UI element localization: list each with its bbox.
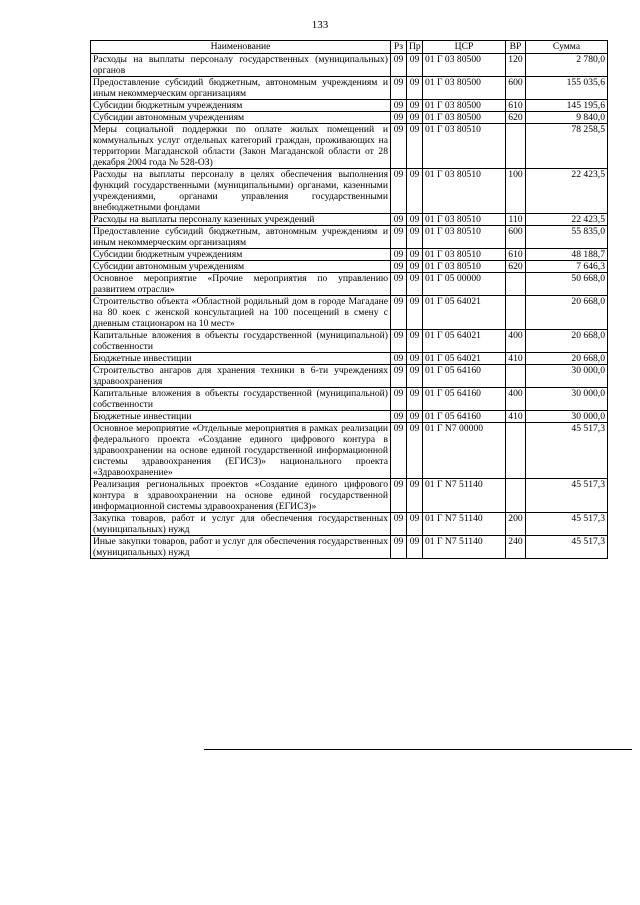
- row-csr-cell: 01 Г 03 80510: [423, 169, 506, 214]
- row-name-cell: Расходы на выплаты персоналу государственных (муниципальных) органов: [91, 54, 391, 77]
- table-row: [91, 353, 608, 365]
- row-csr-cell: 01 Г 03 80510: [423, 124, 506, 169]
- row-name-cell: Предоставление субсидий бюджетным, автономным учреждениям и иным некоммерческим организациям: [91, 77, 391, 100]
- row-vr-cell: 400: [506, 388, 526, 411]
- row-pr-cell: 09: [407, 479, 423, 513]
- row-rz-cell: 09: [391, 214, 407, 226]
- row-csr-cell: 01 Г N7 00000: [423, 423, 506, 479]
- row-pr-cell: 09: [407, 411, 423, 423]
- row-sum-cell: 45 517,3: [526, 536, 608, 559]
- row-rz-cell: 09: [391, 261, 407, 273]
- row-vr-cell: 600: [506, 77, 526, 100]
- row-pr-cell: 09: [407, 423, 423, 479]
- row-csr-cell: 01 Г 05 64160: [423, 365, 506, 388]
- row-pr-cell: 09: [407, 536, 423, 559]
- header-name: Наименование: [91, 41, 391, 54]
- table-row: [91, 100, 608, 112]
- row-name-cell: Строительство ангаров для хранения техники в 6-ти учреждениях здравоохранения: [91, 365, 391, 388]
- row-rz-cell: 09: [391, 388, 407, 411]
- row-sum-cell: 145 195,6: [526, 100, 608, 112]
- row-rz-cell: 09: [391, 112, 407, 124]
- table-row: [91, 365, 608, 388]
- row-vr-cell: 200: [506, 513, 526, 536]
- row-name-cell: Расходы на выплаты персоналу казенных учреждений: [91, 214, 391, 226]
- table-row: [91, 249, 608, 261]
- row-sum-cell: 45 517,3: [526, 423, 608, 479]
- row-sum-cell: 20 668,0: [526, 296, 608, 330]
- row-rz-cell: 09: [391, 536, 407, 559]
- row-csr-cell: 01 Г 05 64160: [423, 411, 506, 423]
- row-pr-cell: 09: [407, 112, 423, 124]
- row-vr-cell: 600: [506, 226, 526, 249]
- row-name-cell: Расходы на выплаты персоналу в целях обеспечения выполнения функций государственными (муниципальными) органами, казенными учреждениями, органами управления государственными внебюджетными фондами: [91, 169, 391, 214]
- row-sum-cell: 20 668,0: [526, 353, 608, 365]
- row-sum-cell: 45 517,3: [526, 479, 608, 513]
- row-pr-cell: 09: [407, 513, 423, 536]
- row-rz-cell: 09: [391, 100, 407, 112]
- row-csr-cell: 01 Г N7 51140: [423, 513, 506, 536]
- table-row: [91, 423, 608, 479]
- row-sum-cell: 55 835,0: [526, 226, 608, 249]
- row-vr-cell: 120: [506, 54, 526, 77]
- header-rz: Рз: [391, 41, 407, 54]
- bottom-divider: [204, 749, 632, 750]
- row-csr-cell: 01 Г 05 64021: [423, 296, 506, 330]
- row-vr-cell: 620: [506, 261, 526, 273]
- table-row: [91, 261, 608, 273]
- row-csr-cell: 01 Г N7 51140: [423, 479, 506, 513]
- row-vr-cell: [506, 273, 526, 296]
- header-sum: Сумма: [526, 41, 608, 54]
- row-vr-cell: 110: [506, 214, 526, 226]
- row-vr-cell: 410: [506, 353, 526, 365]
- row-csr-cell: 01 Г 03 80510: [423, 261, 506, 273]
- row-pr-cell: 09: [407, 261, 423, 273]
- row-csr-cell: 01 Г 05 00000: [423, 273, 506, 296]
- table-row: [91, 112, 608, 124]
- row-csr-cell: 01 Г 03 80500: [423, 112, 506, 124]
- row-name-cell: Капитальные вложения в объекты государственной (муниципальной) собственности: [91, 388, 391, 411]
- header-csr: ЦСР: [423, 41, 506, 54]
- row-name-cell: Закупка товаров, работ и услуг для обеспечения государственных (муниципальных) нужд: [91, 513, 391, 536]
- row-name-cell: Субсидии автономным учреждениям: [91, 112, 391, 124]
- row-pr-cell: 09: [407, 249, 423, 261]
- table-row: [91, 273, 608, 296]
- header-pr: Пр: [407, 41, 423, 54]
- row-name-cell: Реализация региональных проектов «Создание единого цифрового контура в здравоохранении на основе единой государственной информационной системы здравоохранения (ЕГИСЗ)»: [91, 479, 391, 513]
- table-row: [91, 479, 608, 513]
- row-pr-cell: 09: [407, 226, 423, 249]
- row-name-cell: Субсидии бюджетным учреждениям: [91, 100, 391, 112]
- row-rz-cell: 09: [391, 423, 407, 479]
- row-csr-cell: 01 Г 03 80510: [423, 226, 506, 249]
- row-name-cell: Бюджетные инвестиции: [91, 353, 391, 365]
- table-row: [91, 214, 608, 226]
- row-sum-cell: 48 188,7: [526, 249, 608, 261]
- row-vr-cell: [506, 479, 526, 513]
- row-sum-cell: 30 000,0: [526, 411, 608, 423]
- row-name-cell: Субсидии бюджетным учреждениям: [91, 249, 391, 261]
- row-pr-cell: 09: [407, 273, 423, 296]
- row-sum-cell: 30 000,0: [526, 365, 608, 388]
- row-rz-cell: 09: [391, 249, 407, 261]
- row-pr-cell: 09: [407, 124, 423, 169]
- row-vr-cell: 400: [506, 330, 526, 353]
- row-sum-cell: 20 668,0: [526, 330, 608, 353]
- row-rz-cell: 09: [391, 411, 407, 423]
- row-rz-cell: 09: [391, 77, 407, 100]
- row-rz-cell: 09: [391, 273, 407, 296]
- table-row: [91, 226, 608, 249]
- row-rz-cell: 09: [391, 513, 407, 536]
- row-pr-cell: 09: [407, 365, 423, 388]
- row-rz-cell: 09: [391, 365, 407, 388]
- row-vr-cell: 610: [506, 249, 526, 261]
- row-vr-cell: 100: [506, 169, 526, 214]
- table-row: [91, 54, 608, 77]
- row-csr-cell: 01 Г 03 80510: [423, 214, 506, 226]
- row-pr-cell: 09: [407, 77, 423, 100]
- row-pr-cell: 09: [407, 54, 423, 77]
- table-row: [91, 296, 608, 330]
- row-pr-cell: 09: [407, 296, 423, 330]
- row-rz-cell: 09: [391, 479, 407, 513]
- row-pr-cell: 09: [407, 214, 423, 226]
- row-vr-cell: [506, 365, 526, 388]
- row-name-cell: Основное мероприятие «Прочие мероприятия по управлению развитием отрасли»: [91, 273, 391, 296]
- table-row: [91, 124, 608, 169]
- row-rz-cell: 09: [391, 124, 407, 169]
- row-sum-cell: 9 840,0: [526, 112, 608, 124]
- row-sum-cell: 45 517,3: [526, 513, 608, 536]
- row-vr-cell: 610: [506, 100, 526, 112]
- row-csr-cell: 01 Г 03 80500: [423, 54, 506, 77]
- table-row: [91, 388, 608, 411]
- table-header-row: [91, 41, 608, 54]
- row-sum-cell: 155 035,6: [526, 77, 608, 100]
- row-sum-cell: 50 668,0: [526, 273, 608, 296]
- row-name-cell: Капитальные вложения в объекты государственной (муниципальной) собственности: [91, 330, 391, 353]
- row-sum-cell: 30 000,0: [526, 388, 608, 411]
- row-name-cell: Иные закупки товаров, работ и услуг для обеспечения государственных (муниципальных) нужд: [91, 536, 391, 559]
- row-csr-cell: 01 Г 05 64021: [423, 330, 506, 353]
- row-rz-cell: 09: [391, 54, 407, 77]
- table-body: [91, 54, 608, 559]
- row-vr-cell: 620: [506, 112, 526, 124]
- table-row: [91, 536, 608, 559]
- row-name-cell: Строительство объекта «Областной родильный дом в городе Магадане на 80 коек с женской консультацией на 100 посещений в смену с дневным стационаром на 10 мест»: [91, 296, 391, 330]
- row-sum-cell: 7 646,3: [526, 261, 608, 273]
- row-name-cell: Основное мероприятие «Отдельные мероприятия в рамках реализации федерального проекта «Создание единого цифрового контура в здравоохранении на основе единой государственной информационной системы здравоохранения (ЕГИСЗ)» национального проекта «Здравоохранение»: [91, 423, 391, 479]
- header-vr: ВР: [506, 41, 526, 54]
- row-sum-cell: 22 423,5: [526, 169, 608, 214]
- row-rz-cell: 09: [391, 330, 407, 353]
- table-row: [91, 411, 608, 423]
- table-row: [91, 330, 608, 353]
- table-row: [91, 77, 608, 100]
- row-csr-cell: 01 Г 05 64021: [423, 353, 506, 365]
- row-name-cell: Предоставление субсидий бюджетным, автономным учреждениям и иным некоммерческим организациям: [91, 226, 391, 249]
- row-rz-cell: 09: [391, 226, 407, 249]
- table-row: [91, 169, 608, 214]
- row-csr-cell: 01 Г 05 64160: [423, 388, 506, 411]
- row-vr-cell: 410: [506, 411, 526, 423]
- row-sum-cell: 2 780,0: [526, 54, 608, 77]
- row-sum-cell: 22 423,5: [526, 214, 608, 226]
- row-pr-cell: 09: [407, 100, 423, 112]
- row-csr-cell: 01 Г 03 80500: [423, 77, 506, 100]
- row-rz-cell: 09: [391, 169, 407, 214]
- row-rz-cell: 09: [391, 296, 407, 330]
- table-row: [91, 513, 608, 536]
- row-name-cell: Субсидии автономным учреждениям: [91, 261, 391, 273]
- row-pr-cell: 09: [407, 353, 423, 365]
- budget-table: [90, 40, 608, 559]
- row-vr-cell: [506, 423, 526, 479]
- row-vr-cell: [506, 296, 526, 330]
- row-pr-cell: 09: [407, 388, 423, 411]
- row-csr-cell: 01 Г 03 80510: [423, 249, 506, 261]
- row-sum-cell: 78 258,5: [526, 124, 608, 169]
- row-csr-cell: 01 Г 03 80500: [423, 100, 506, 112]
- page-number: 133: [311, 19, 329, 31]
- row-pr-cell: 09: [407, 330, 423, 353]
- row-csr-cell: 01 Г N7 51140: [423, 536, 506, 559]
- row-vr-cell: 240: [506, 536, 526, 559]
- row-name-cell: Бюджетные инвестиции: [91, 411, 391, 423]
- row-name-cell: Меры социальной поддержки по оплате жилых помещений и коммунальных услуг отдельных категорий граждан, проживающих на территории Магаданской области (Закон Магаданской области от 28 декабря 2004 года № 528-ОЗ): [91, 124, 391, 169]
- row-pr-cell: 09: [407, 169, 423, 214]
- row-vr-cell: [506, 124, 526, 169]
- row-rz-cell: 09: [391, 353, 407, 365]
